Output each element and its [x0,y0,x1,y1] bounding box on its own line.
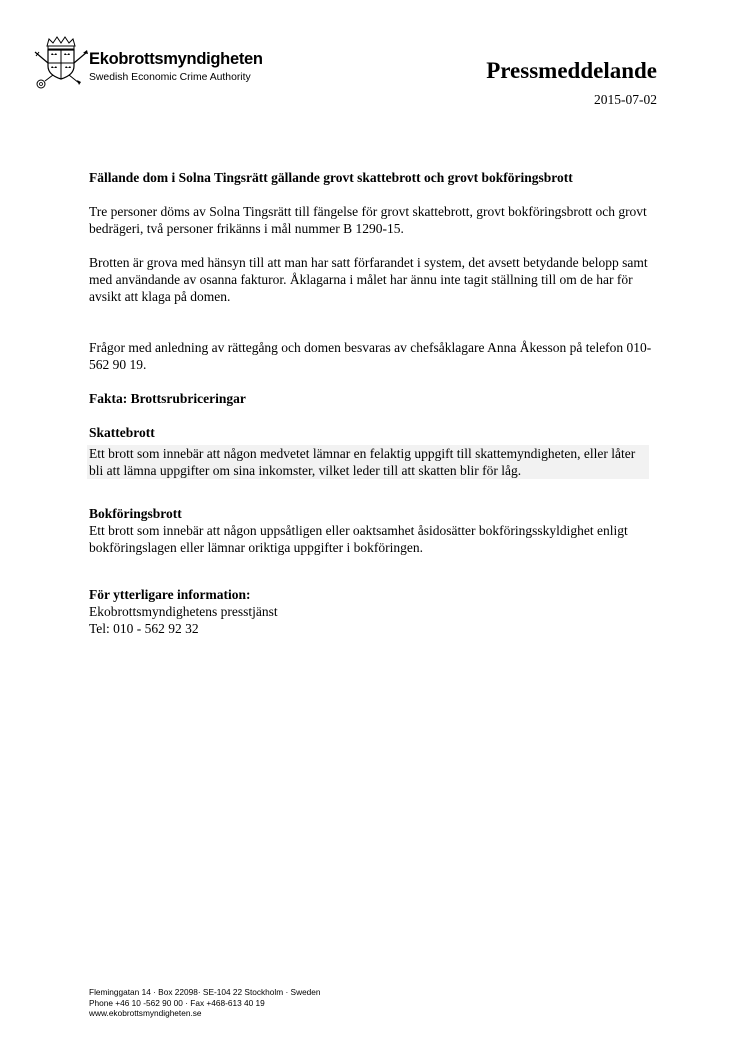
footer-phone-fax: Phone +46 10 -562 90 00 · Fax +468-613 40 19 [89,997,265,1008]
agency-logo [33,33,273,93]
info-contact: Ekobrottsmyndighetens presstjänst [89,604,278,619]
document-date: 2015-07-02 [594,92,657,107]
bokforingsbrott-definition: Ett brott som innebär att någon uppsåtligen eller oaktsamhet åsidosätter bokföringsskyldighet enligt bokföringslagen eller lämnar oriktiga uppgifter i bokföringen. [89,523,628,555]
paragraph-grounds: Brotten är grova med hänsyn till att man har satt förfarandet i system, det avsett betydande belopp samt med användande av osanna fakturor. Åklagarna i målet har ännu inte tagit ställning till om de har för avsikt att klaga på domen. [89,255,648,304]
press-release-body [89,169,659,637]
paragraph-verdict: Tre personer döms av Solna Tingsrätt till fängelse för grovt skattebrott, grovt bokföringsbrott och grovt bedrägeri, två personer frikänns i mål nummer B 1290-15. [89,204,647,236]
info-heading: För ytterligare information: [89,587,251,602]
skattebrott-definition: Ett brott som innebär att någon medvetet lämnar en felaktig uppgift till skattemyndigheten, eller låter bli att lämna uppgifter om sina inkomster, vilket leder till att skatten blir för låg. [87,445,649,479]
headline: Fällande dom i Solna Tingsrätt gällande grovt skattebrott och grovt bokföringsbrott [89,170,573,185]
document-type-title: Pressmeddelande [486,58,657,83]
paragraph-questions: Frågor med anledning av rättegång och domen besvaras av chefsåklagare Anna Åkesson på telefon 010-562 90 19. [89,340,652,372]
organization-name: Ekobrottsmyndigheten [89,50,263,68]
facts-heading: Fakta: Brottsrubriceringar [89,391,246,406]
skattebrott-heading: Skattebrott [89,425,155,440]
organization-subtitle: Swedish Economic Crime Authority [89,72,251,83]
footer-address: Fleminggatan 14 · Box 22098· SE-104 22 Stockholm · Sweden [89,987,321,997]
bokforingsbrott-heading: Bokföringsbrott [89,506,182,521]
page-footer [89,987,321,1019]
footer-website: www.ekobrottsmyndigheten.se [89,1008,202,1018]
info-phone: Tel: 010 - 562 92 32 [89,621,199,636]
coat-of-arms-icon [33,33,89,93]
